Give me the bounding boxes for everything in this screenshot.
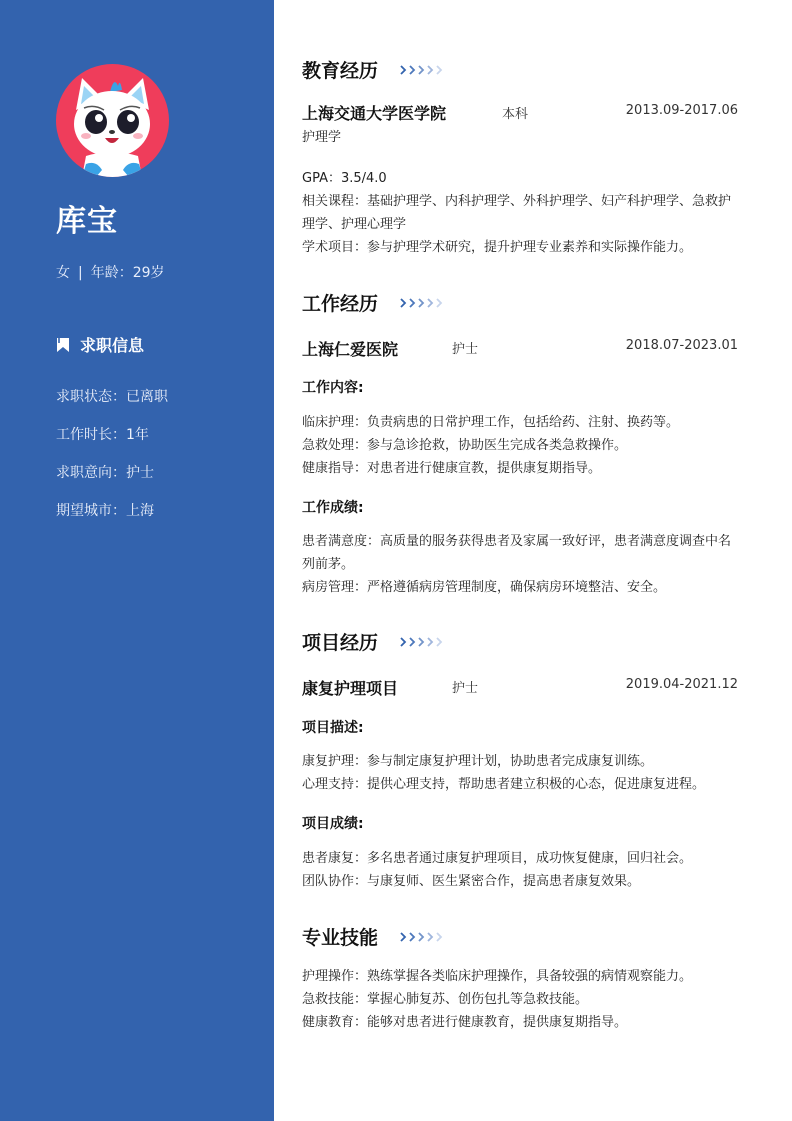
gender: 女 — [56, 265, 70, 281]
project-date: 2019.04-2021.12 — [625, 677, 738, 692]
project-result-item: 患者康复：多名患者通过康复护理项目，成功恢复健康，回归社会。 — [302, 851, 693, 866]
project-title: 项目经历 — [302, 632, 379, 654]
skill-item: 护理操作：熟练掌握各类临床护理操作，具备较强的病情观察能力。 — [302, 969, 693, 984]
expected-city: 期望城市：上海 — [56, 503, 154, 519]
work-position: 护士 — [452, 342, 479, 357]
work-result-item: 病房管理：严格遵循病房管理制度，确保病房环境整洁、安全。 — [302, 580, 667, 595]
basic-info — [56, 262, 165, 282]
chevrons-icon — [400, 636, 446, 648]
candidate-name: 库宝 — [56, 204, 118, 239]
separator: | — [78, 265, 83, 281]
work-company: 上海仁爱医院 — [302, 340, 399, 359]
chevrons-icon — [400, 64, 446, 76]
work-results-label: 工作成绩: — [302, 500, 364, 516]
work-result-item: 患者满意度：高质量的服务获得患者及家属一致好评，患者满意度调查中名列前茅。 — [302, 534, 732, 572]
job-status: 求职状态：已离职 — [56, 389, 168, 405]
work-content-label: 工作内容: — [302, 380, 364, 396]
work-date: 2018.07-2023.01 — [625, 338, 738, 353]
job-intention: 求职意向：护士 — [56, 465, 154, 481]
project-role: 护士 — [452, 681, 479, 696]
job-info-heading — [56, 333, 144, 356]
work-content-item: 急救处理：参与急诊抢救，协助医生完成各类急救操作。 — [302, 438, 628, 453]
sidebar — [0, 0, 274, 1121]
education-research: 学术项目：参与护理学术研究，提升护理专业素养和实际操作能力。 — [302, 240, 693, 255]
skills-section-title — [302, 923, 446, 950]
project-name: 康复护理项目 — [302, 679, 399, 698]
project-desc-label: 项目描述: — [302, 720, 364, 736]
avatar — [56, 64, 169, 177]
education-gpa: GPA：3.5/4.0 — [302, 171, 387, 186]
work-title: 工作经历 — [302, 293, 379, 315]
education-title: 教育经历 — [302, 60, 379, 82]
work-content-item: 临床护理：负责病患的日常护理工作，包括给药、注射、换药等。 — [302, 415, 680, 430]
education-date: 2013.09-2017.06 — [625, 103, 738, 118]
skills-title: 专业技能 — [302, 927, 379, 949]
work-duration: 工作时长：1年 — [56, 427, 149, 443]
bookmark-icon — [56, 337, 70, 353]
age: 年龄：29岁 — [90, 265, 165, 281]
chevrons-icon — [400, 931, 446, 943]
cat-mascot-icon — [56, 64, 169, 177]
education-section-title — [302, 56, 446, 83]
project-results-label: 项目成绩: — [302, 816, 364, 832]
education-courses: 相关课程：基础护理学、内科护理学、外科护理学、妇产科护理学、急救护理学、护理心理学 — [302, 194, 732, 232]
job-info-heading-label: 求职信息 — [80, 336, 145, 355]
skill-item: 健康教育：能够对患者进行健康教育，提供康复期指导。 — [302, 1015, 628, 1030]
education-major: 护理学 — [302, 130, 342, 145]
project-desc-item: 康复护理：参与制定康复护理计划，协助患者完成康复训练。 — [302, 754, 654, 769]
project-desc-item: 心理支持：提供心理支持，帮助患者建立积极的心态，促进康复进程。 — [302, 777, 706, 792]
skill-item: 急救技能：掌握心肺复苏、创伤包扎等急救技能。 — [302, 992, 589, 1007]
project-result-item: 团队协作：与康复师、医生紧密合作，提高患者康复效果。 — [302, 874, 641, 889]
education-degree: 本科 — [502, 107, 529, 122]
project-section-title — [302, 628, 446, 655]
education-school: 上海交通大学医学院 — [302, 104, 447, 123]
work-section-title — [302, 289, 446, 316]
chevrons-icon — [400, 297, 446, 309]
work-content-item: 健康指导：对患者进行健康宣教，提供康复期指导。 — [302, 461, 602, 476]
